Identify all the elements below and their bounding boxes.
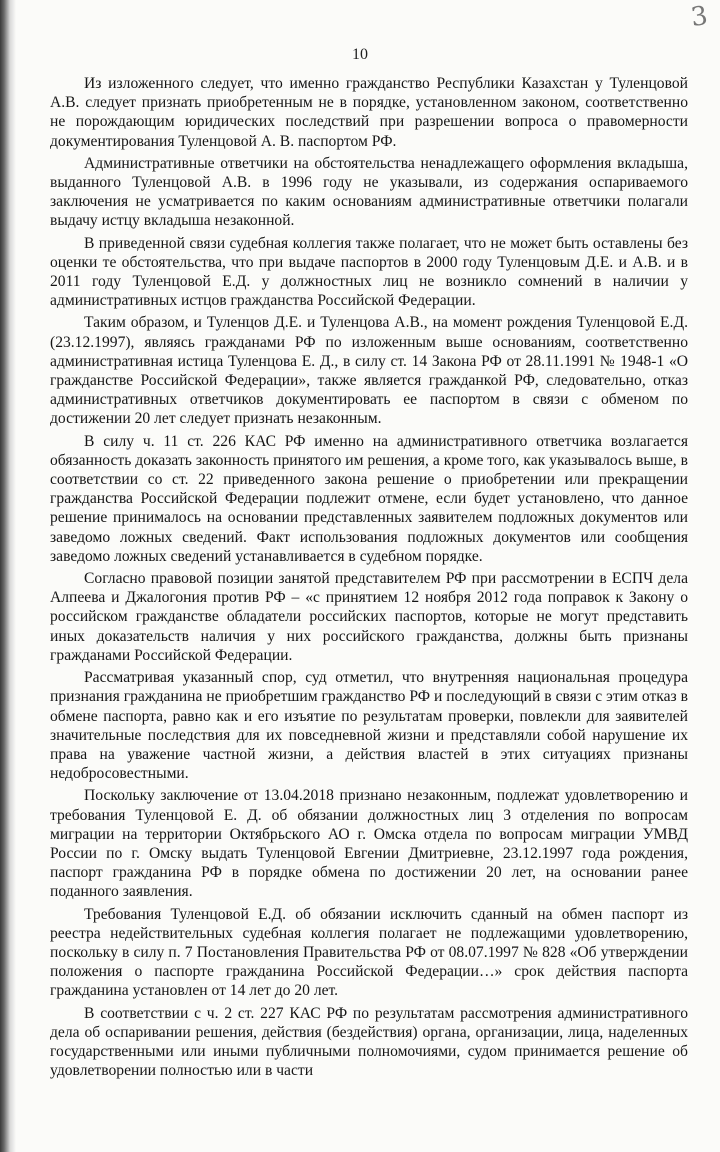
- paragraph: Требования Туленцовой Е.Д. об обязании исключить сданный на обмен паспорт из реестра недействительных судебная коллегия полагает не подлежащими удовлетворению, поскольку в силу п. 7 Постановления Правительства РФ от 08.07.1997 № 828 «Об утверждении положения о паспорте гражданина Российской Федерации…» срок действия паспорта гражданина установлен от 14 лет до 20 лет.: [50, 905, 688, 1000]
- paragraph: Согласно правовой позиции занятой представителем РФ при рассмотрении в ЕСПЧ дела Алпеева и Джалогония против РФ – «с принятием 12 ноября 2012 года поправок к Закону о российском гражданстве обладатели российских паспортов, которые не могут представить иных доказательств наличия у них российского гражданства, должны быть признаны гражданами Российской Федерации.: [50, 570, 688, 664]
- handwritten-sheet-number: 3: [689, 0, 711, 34]
- paragraph: Рассматривая указанный спор, суд отметил, что внутренняя национальная процедура признания гражданина не приобретшим гражданство РФ и последующий в связи с этим отказ в обмене паспорта, равно как и его изъятие по результатам проверки, повлекли для заявителей значительные последствия для их повседневной жизни и представляли собой нарушение их права на уважение частной жизни, а действия властей в этих ситуациях признаны недобросовестными.: [50, 669, 688, 783]
- page-number: 10: [352, 46, 368, 63]
- paragraph: В силу ч. 11 ст. 226 КАС РФ именно на административного ответчика возлагается обязанность доказать законность принятого им решения, а кроме того, как указывалось выше, в соответствии со ст. 22 приведенного закона решение о приобретении или прекращении гражданства Российской Федерации подлежит отмене, если будет установлено, что данное решение принималось на основании представленных заявителем подложных документов или заведомо ложных сведений. Факт использования подложных документов или сообщения заведомо ложных сведений устанавливается в судебном порядке.: [50, 432, 688, 565]
- paragraph: Таким образом, и Туленцов Д.Е. и Туленцова А.В., на момент рождения Туленцовой Е.Д. (23.12.1997), являясь гражданами РФ по изложенным выше основаниям, соответственно административная истица Туленцова Е. Д., в силу ст. 14 Закона РФ от 28.11.1991 № 1948-1 «О гражданстве Российской Федерации», также является гражданкой РФ, следовательно, отказ административных ответчиков документировать ее паспортом в связи с обменом по достижении 20 лет следует признать незаконным.: [50, 314, 688, 428]
- document-body: [50, 74, 688, 1083]
- paragraph: Поскольку заключение от 13.04.2018 признано незаконным, подлежат удовлетворению и требования Туленцовой Е. Д. об обязании должностных лиц 3 отделения по вопросам миграции на территории Октябрьского АО г. Омска отдела по вопросам миграции УМВД России по г. Омску выдать Туленцовой Евгении Дмитриевне, 23.12.1997 года рождения, паспорт гражданина РФ в порядке обмена по достижении 20 лет, на основании ранее поданного заявления.: [50, 787, 688, 901]
- paragraph: Административные ответчики на обстоятельства ненадлежащего оформления вкладыша, выданного Туленцовой А.В. в 1996 году не указывали, из содержания оспариваемого заключения не усматривается по каким основаниям административные ответчики полагали выдачу истцу вкладыша незаконной.: [50, 154, 688, 230]
- paragraph: В соответствии с ч. 2 ст. 227 КАС РФ по результатам рассмотрения административного дела об оспаривании решения, действия (бездействия) органа, организации, лица, наделенных государственными или иными публичными полномочиями, судом принимается решение об удовлетворении полностью или в части: [50, 1004, 688, 1080]
- paragraph: Из изложенного следует, что именно гражданство Республики Казахстан у Туленцовой А.В. следует признать приобретенным не в порядке, установленном законом, соответственно не порождающим юридических последствий при разрешении вопроса о правомерности документирования Туленцовой А. В. паспортом РФ.: [50, 75, 688, 150]
- scan-binding-edge: [0, 0, 16, 1152]
- paragraph: В приведенной связи судебная коллегия также полагает, что не может быть оставлены без оценки те обстоятельства, что при выдаче паспортов в 2000 году Туленцовым Д.Е. и А.В. и в 2011 году Туленцовой Е.Д. у должностных лиц не возникло сомнений в наличии у административных истцов гражданства Российской Федерации.: [50, 234, 688, 310]
